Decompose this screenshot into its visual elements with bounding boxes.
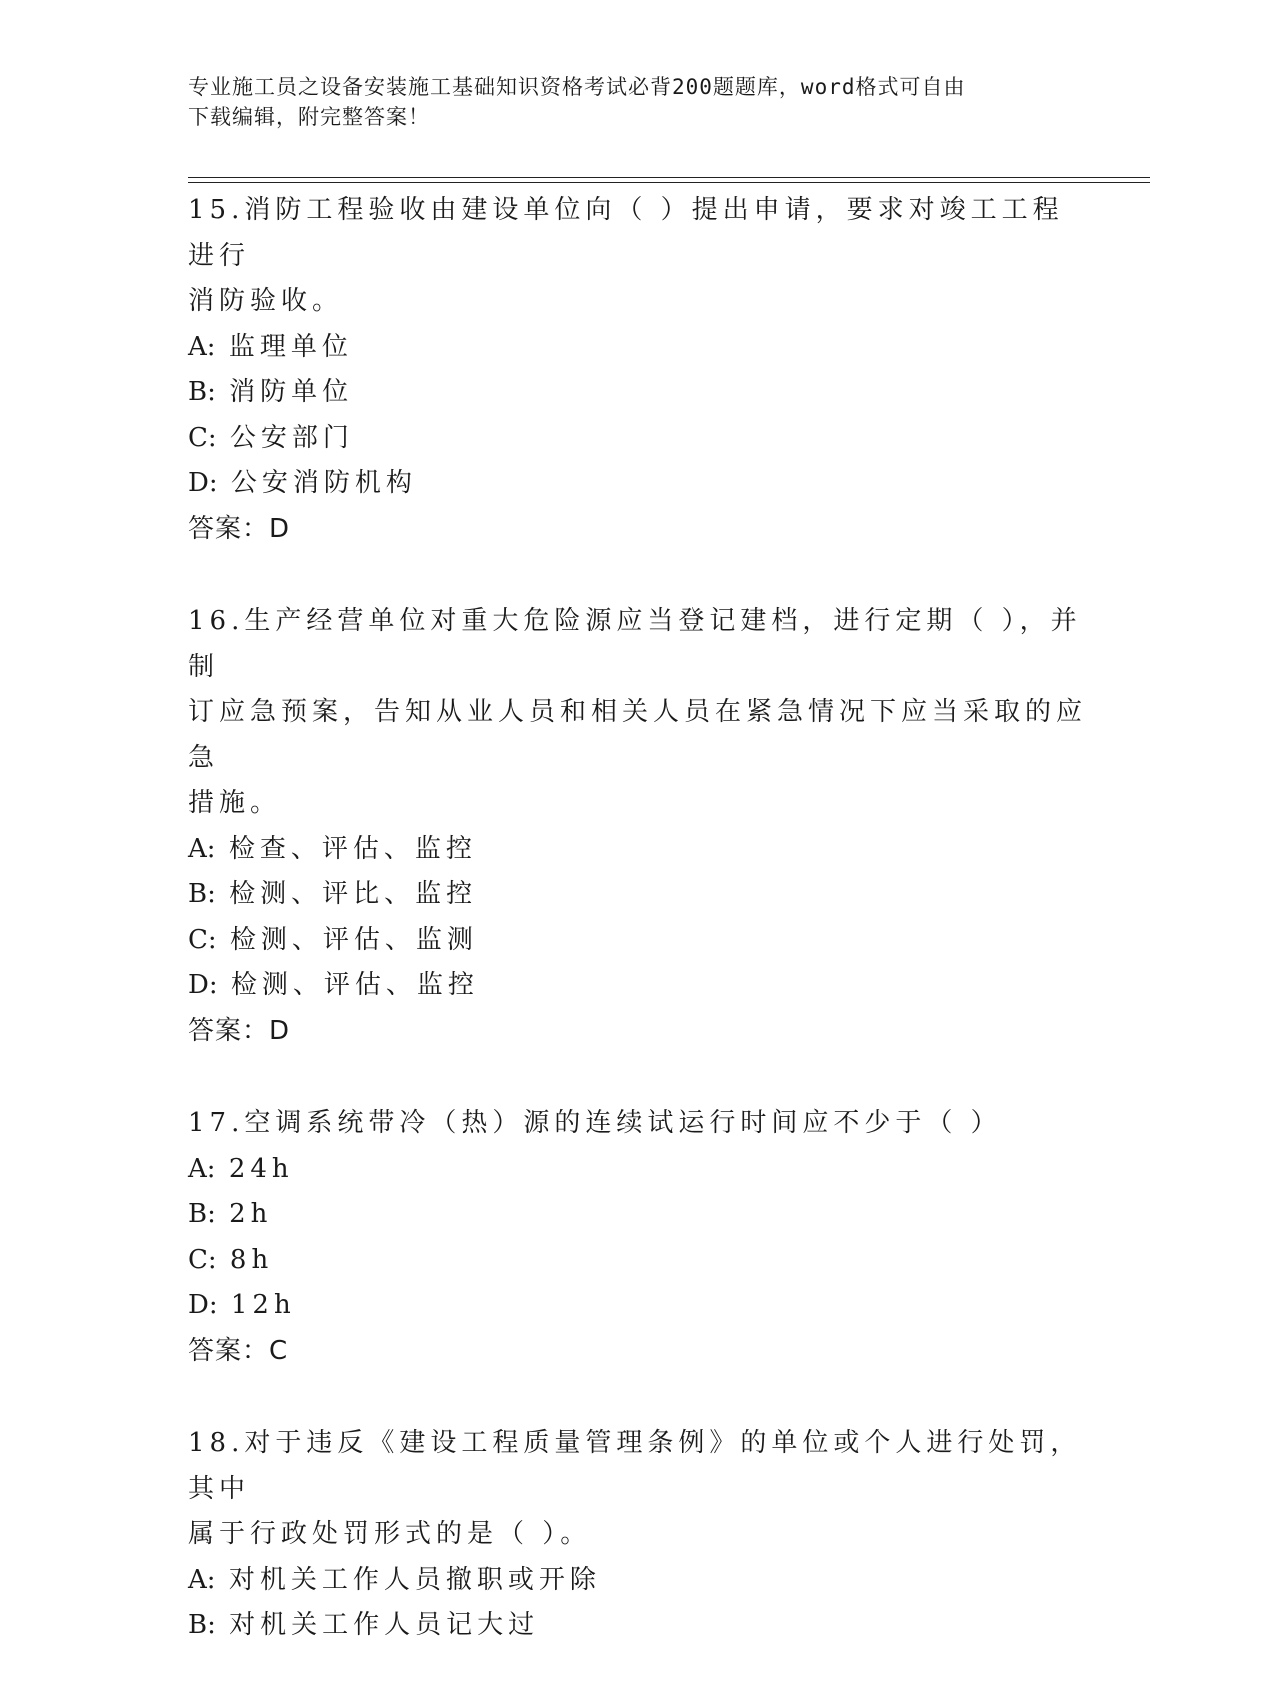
option-text: 检测、评比、监控 — [229, 879, 478, 909]
header-note-line-2: 下载编辑，附完整答案！ — [188, 105, 430, 129]
option-text: 公安部门 — [229, 422, 354, 453]
option-b — [188, 872, 1088, 918]
question-stem-line: 属于行政处罚形式的是（ ）。 — [188, 1519, 592, 1549]
option-text: 8h — [229, 1244, 274, 1275]
option-letter: C: — [188, 1244, 217, 1275]
question-16 — [188, 599, 1088, 1054]
question-stem-line: 订应急预案，告知从业人员和相关人员在紧急情况下应当采取的应急 — [188, 697, 1088, 773]
question-stem-line: 16.生产经营单位对重大危险源应当登记建档，进行定期（ ），并制 — [188, 606, 1082, 682]
option-letter: B: — [188, 1610, 216, 1640]
option-d — [188, 1283, 1088, 1329]
option-c — [188, 1238, 1088, 1284]
answer-label: 答案：C — [188, 1335, 289, 1366]
option-b — [188, 1192, 1088, 1238]
option-letter: A: — [188, 1153, 216, 1184]
option-letter: D: — [188, 468, 218, 498]
option-c — [188, 416, 1088, 462]
header-note — [188, 72, 1088, 132]
question-17 — [188, 1101, 1088, 1374]
question-list — [188, 188, 1088, 1696]
option-b — [188, 1603, 1088, 1649]
option-letter: A: — [188, 1564, 216, 1595]
option-d — [188, 963, 1088, 1009]
option-letter: B: — [188, 879, 216, 909]
option-c — [188, 918, 1088, 964]
header-divider-top — [188, 177, 1150, 178]
option-b — [188, 370, 1088, 416]
option-letter: A: — [188, 331, 216, 362]
question-18 — [188, 1421, 1088, 1649]
option-letter: B: — [188, 377, 216, 407]
option-a — [188, 1147, 1088, 1193]
option-text: 消防单位 — [229, 377, 354, 407]
option-text: 24h — [228, 1153, 294, 1184]
question-stem-line: 18.对于违反《建设工程质量管理条例》的单位或个人进行处罚，其中 — [188, 1428, 1082, 1504]
option-text: 对机关工作人员记大过 — [229, 1610, 540, 1640]
option-letter: A: — [188, 833, 216, 864]
question-stem-line: 措施。 — [188, 788, 282, 818]
option-d — [188, 461, 1088, 507]
option-text: 检查、评估、监控 — [228, 833, 477, 864]
option-a — [188, 1558, 1088, 1604]
option-letter: C: — [188, 924, 217, 955]
option-text: 检测、评估、监控 — [230, 970, 479, 1000]
option-letter: B: — [188, 1199, 216, 1229]
answer-label: 答案：D — [188, 513, 291, 544]
header-divider-bottom — [188, 182, 1150, 183]
option-text: 监理单位 — [228, 331, 353, 362]
option-a — [188, 827, 1088, 873]
option-text: 检测、评估、监测 — [229, 924, 478, 955]
question-stem-line: 15.消防工程验收由建设单位向（ ）提出申请，要求对竣工工程进行 — [188, 195, 1064, 271]
option-text: 2h — [229, 1199, 273, 1229]
option-letter: C: — [188, 422, 217, 453]
question-stem-line: 17.空调系统带冷（热）源的连续试运行时间应不少于（ ） — [188, 1108, 1002, 1138]
question-15 — [188, 188, 1088, 552]
option-text: 公安消防机构 — [230, 468, 417, 498]
option-letter: D: — [188, 970, 218, 1000]
option-text: 对机关工作人员撤职或开除 — [228, 1564, 601, 1595]
option-letter: D: — [188, 1290, 218, 1320]
header-note-line-1: 专业施工员之设备安装施工基础知识资格考试必背200题题库，word格式可自由 — [188, 75, 966, 99]
question-stem-line: 消防验收。 — [188, 286, 344, 316]
option-text: 12h — [230, 1290, 296, 1320]
answer-label: 答案：D — [188, 1015, 291, 1046]
option-a — [188, 325, 1088, 371]
